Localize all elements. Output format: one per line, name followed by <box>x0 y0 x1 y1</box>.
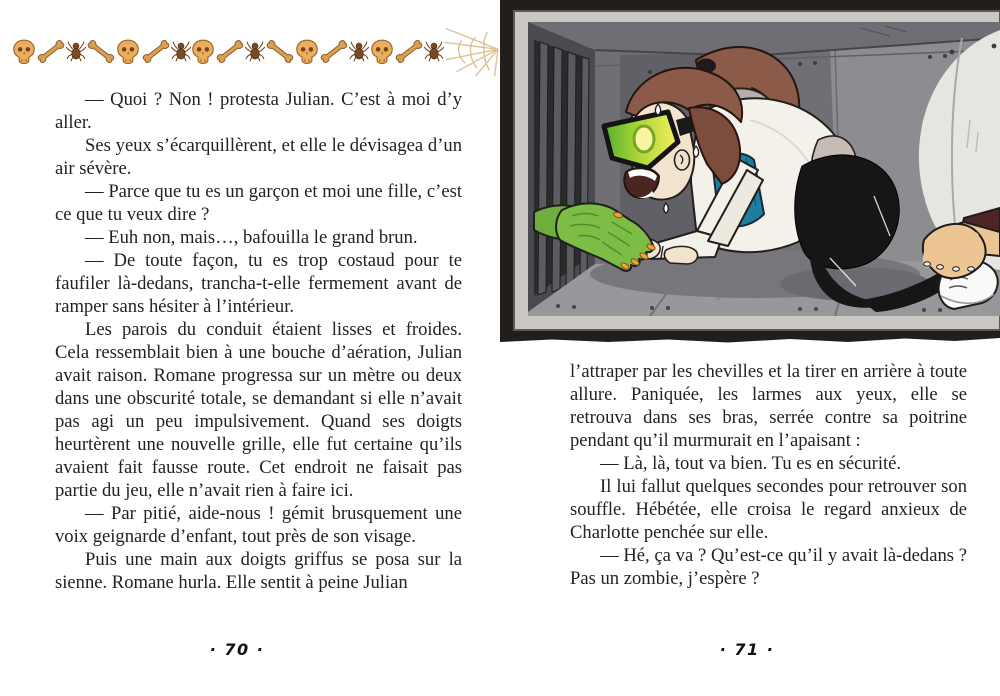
paragraph: — Hé, ça va ? Qu’est-ce qu’il y avait là-dedans ? Pas un zombie, j’espère ? <box>570 545 967 589</box>
skull-icon <box>370 38 394 65</box>
skull-bone-spider-border <box>12 22 500 80</box>
paragraph: Ses yeux s’écarquillèrent, et elle le dévisagea d’un air sévère. <box>55 135 462 179</box>
skull-icon <box>116 38 140 65</box>
spider-icon <box>171 40 191 62</box>
bone-icon <box>318 37 350 66</box>
bone-icon <box>86 37 118 66</box>
paragraph: l’attraper par les chevilles et la tirer en arrière à toute allure. Paniquée, les larmes aux yeux, elle se retrouva dans ses bras, serrée contre sa poitrine pendant qu’il murmurait en l’apaisant : <box>570 361 967 451</box>
skull-icon <box>295 38 319 65</box>
duct-interior <box>528 22 1000 316</box>
spiderweb-icon <box>444 25 500 77</box>
skull-icon <box>12 38 36 65</box>
right-page-text <box>570 360 967 590</box>
left-page-text <box>55 88 462 594</box>
paragraph: — De toute façon, tu es trop costaud pour te faufiler là-dedans, trancha-t-elle fermement avant de ramper sans hésiter à l’intérieur. <box>55 250 462 317</box>
bone-icon <box>35 37 67 66</box>
paragraph: Puis une main aux doigts griffus se posa sur la sienne. Romane hurla. Elle sentit à peine Julian <box>55 549 462 593</box>
vent-illustration <box>500 0 1000 355</box>
paragraph: — Quoi ? Non ! protesta Julian. C’est à moi d’y aller. <box>55 89 462 133</box>
paragraph: — Par pitié, aide-nous ! gémit brusquement une voix geignarde d’enfant, tout près de son visage. <box>55 503 462 547</box>
spider-icon <box>66 40 86 62</box>
bone-icon <box>264 37 296 66</box>
spider-icon <box>245 40 265 62</box>
spider-icon <box>424 40 444 62</box>
spider-icon <box>349 40 369 62</box>
paragraph: — Là, là, tout va bien. Tu es en sécurité. <box>600 453 902 474</box>
paragraph: — Parce que tu es un garçon et moi une fille, c’est ce que tu veux dire ? <box>55 181 462 225</box>
right-page-number: · 71 · <box>719 640 775 659</box>
left-page-number: · 70 · <box>209 640 265 659</box>
bone-icon <box>214 37 246 66</box>
paragraph: Les parois du conduit étaient lisses et froides. Cela ressemblait bien à une bouche d’aération, Julian avait raison. Romane progressa sur un mètre ou deux dans une obscurité totale, se demandant si elle n’avait pas agi un peu impulsivement. Quand ses doigts heurtèrent une nouvelle grille, elle fut certaine qu’ils avaient fait fausse route. Cet endroit ne faisait pas partie du jeu, elle n’avait rien à faire ici. <box>55 319 462 501</box>
paragraph: Il lui fallut quelques secondes pour retrouver son souffle. Hébétée, elle croisa le regard anxieux de Charlotte penchée sur elle. <box>570 476 967 543</box>
skull-icon <box>191 38 215 65</box>
bone-icon <box>393 37 425 66</box>
bone-icon <box>140 37 172 66</box>
duct-scene <box>500 0 1000 355</box>
paragraph: — Euh non, mais…, bafouilla le grand brun. <box>85 227 418 248</box>
